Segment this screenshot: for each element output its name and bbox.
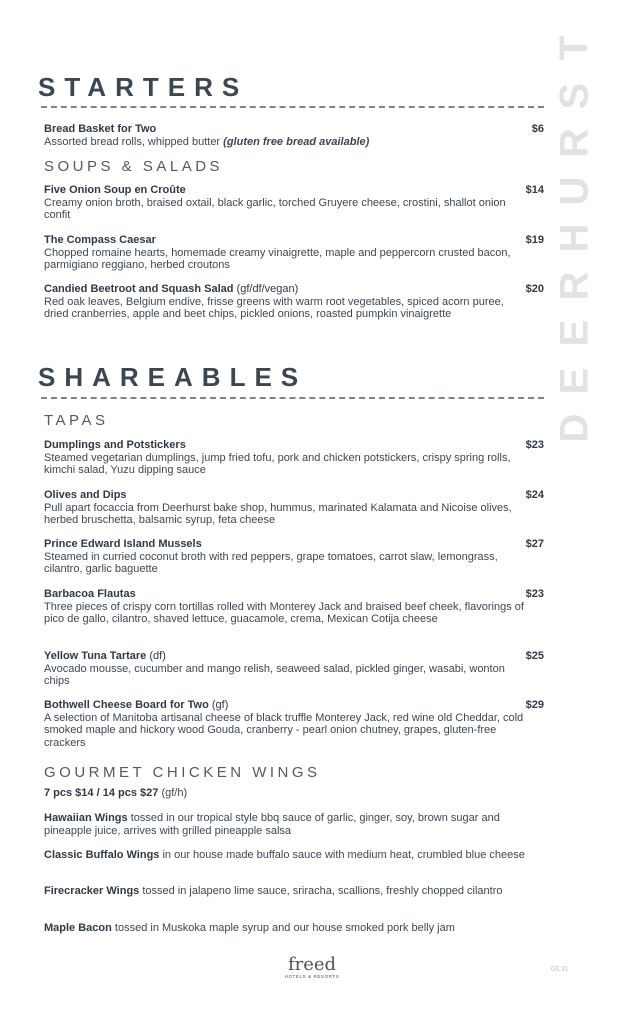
section-title-starters: STARTERS	[38, 72, 249, 102]
item-description: Avocado mousse, cucumber and mango relish, seaweed salad, pickled ginger, wasabi, wonton chips	[44, 662, 505, 687]
subsection-title-wings: GOURMET CHICKEN WINGS	[44, 764, 321, 781]
side-brand-letter: R	[551, 128, 596, 158]
item-price: $14	[525, 184, 544, 196]
side-brand-letter: U	[551, 176, 596, 205]
wings-pricing	[44, 787, 526, 800]
subsection-title-soups-salads: SOUPS & SALADS	[44, 158, 224, 175]
item-description: Pull apart focaccia from Deerhurst bake shop, hummus, marinated Kalamata and Nicoise olives, herbed bruschetta, balsamic syrup, feta cheese	[44, 501, 512, 526]
item-price: $23	[525, 439, 544, 451]
item-price: $19	[525, 234, 544, 246]
item-price: $24	[525, 489, 544, 501]
item-name: Yellow Tuna Tartare	[44, 650, 147, 662]
section-title-shareables: SHAREABLES	[38, 362, 308, 392]
side-brand-letter: E	[552, 367, 596, 394]
item-name: Bread Basket for Two	[44, 123, 157, 135]
item-name: Barbacoa Flautas	[44, 588, 136, 600]
side-brand-wordmark	[548, 28, 600, 448]
item-description: Creamy onion broth, braised oxtail, black garlic, torched Gruyere cheese, crostini, shallot onion confit	[44, 196, 506, 221]
wing-name: Hawaiian Wings	[44, 812, 128, 824]
menu-item	[44, 439, 544, 477]
menu-item	[44, 588, 544, 626]
item-price: $6	[531, 123, 544, 135]
item-name: Prince Edward Island Mussels	[44, 538, 202, 550]
menu-item	[44, 184, 544, 222]
side-brand-letter: T	[552, 35, 596, 61]
wings-price: 7 pcs $14 / 14 pcs $27	[44, 787, 159, 799]
menu-item	[44, 538, 544, 576]
logo-wordmark: freed	[287, 954, 337, 975]
item-name: The Compass Caesar	[44, 234, 156, 246]
item-description: Three pieces of crispy corn tortillas rolled with Monterey Jack and braised beef cheek, flavorings of pico de gallo, cilantro, shaved lettuce, guacamole, crema, Mexican Cotija cheese	[44, 600, 524, 625]
side-brand-letter: S	[552, 82, 596, 109]
wing-flavour	[44, 922, 526, 935]
section-divider	[41, 106, 544, 108]
section-divider	[41, 397, 544, 399]
wing-flavour	[44, 849, 526, 862]
wing-flavour	[44, 885, 526, 898]
side-brand-letter: E	[552, 319, 596, 347]
logo-tagline: HOTELS & RESORTS	[284, 974, 340, 979]
wing-name: Maple Bacon	[44, 922, 112, 934]
item-description: A selection of Manitoba artisanal cheese of black truffle Monterey Jack, red wine old Cheddar, cold smoked maple and hickory wood Gouda, cranberry - pearl onion chutney, grapes, gluten-free crackers	[44, 711, 524, 749]
item-name: Five Onion Soup en Croûte	[44, 184, 186, 196]
wing-flavour	[44, 812, 526, 837]
item-price: $25	[525, 650, 544, 662]
wing-name: Classic Buffalo Wings	[44, 849, 160, 861]
item-description: Assorted bread rolls, whipped butter (gluten free bread available)	[44, 135, 370, 148]
side-brand-letter: H	[551, 223, 596, 253]
item-name: Dumplings and Potstickers	[44, 439, 186, 451]
item-price: $29	[525, 699, 544, 711]
wing-description: tossed in Muskoka maple syrup and our house smoked pork belly jam	[111, 922, 455, 934]
page-code: 03.31	[551, 966, 569, 973]
item-price: $23	[525, 588, 544, 600]
wing-description: in our house made buffalo sauce with medium heat, crumbled blue cheese	[159, 849, 525, 861]
menu-item	[44, 283, 544, 321]
side-brand-letter: D	[551, 413, 596, 443]
wing-name: Firecracker Wings	[44, 885, 140, 897]
item-description: Chopped romaine hearts, homemade creamy vinaigrette, maple and peppercorn crusted bacon, parmigiano reggiano, herbed croutons	[44, 246, 511, 271]
menu-item	[44, 489, 544, 527]
subsection-title-tapas: TAPAS	[44, 412, 109, 429]
item-description: Steamed vegetarian dumplings, jump fried tofu, pork and chicken potstickers, crispy spring rolls, kimchi salad, Yuzu dipping sauce	[44, 451, 511, 476]
freed-logo	[282, 956, 342, 979]
wings-diet-tag: (gf/h)	[161, 787, 188, 799]
menu-item	[44, 699, 544, 749]
item-name: Olives and Dips	[44, 489, 127, 501]
item-name: Candied Beetroot and Squash Salad	[44, 283, 234, 295]
item-description: Steamed in curried coconut broth with red peppers, grape tomatoes, carrot slaw, lemongrass, cilantro, garlic baguette	[44, 550, 498, 575]
wing-description: tossed in our tropical style bbq sauce of garlic, ginger, soy, brown sugar and pineapple juice, arrives with grilled pineapple salsa	[44, 812, 500, 837]
item-diet-tag: (df)	[149, 650, 166, 662]
item-price: $27	[525, 538, 544, 550]
item-diet-tag: (gf)	[211, 699, 229, 711]
item-description: Red oak leaves, Belgium endive, frisse greens with warm root vegetables, spiced acorn puree, dried cranberries, apple and beet chips, pickled onions, roasted pumpkin vinaigrette	[44, 295, 504, 320]
item-name: Bothwell Cheese Board for Two	[44, 699, 209, 711]
menu-item	[44, 123, 544, 148]
menu-item	[44, 650, 544, 688]
wing-description: tossed in jalapeno lime sauce, sriracha, scallions, freshly chopped cilantro	[139, 885, 503, 897]
item-diet-tag: (gf/df/vegan)	[236, 283, 299, 295]
item-price: $20	[525, 283, 544, 295]
side-brand-letter: R	[551, 271, 596, 300]
menu-item	[44, 234, 544, 272]
